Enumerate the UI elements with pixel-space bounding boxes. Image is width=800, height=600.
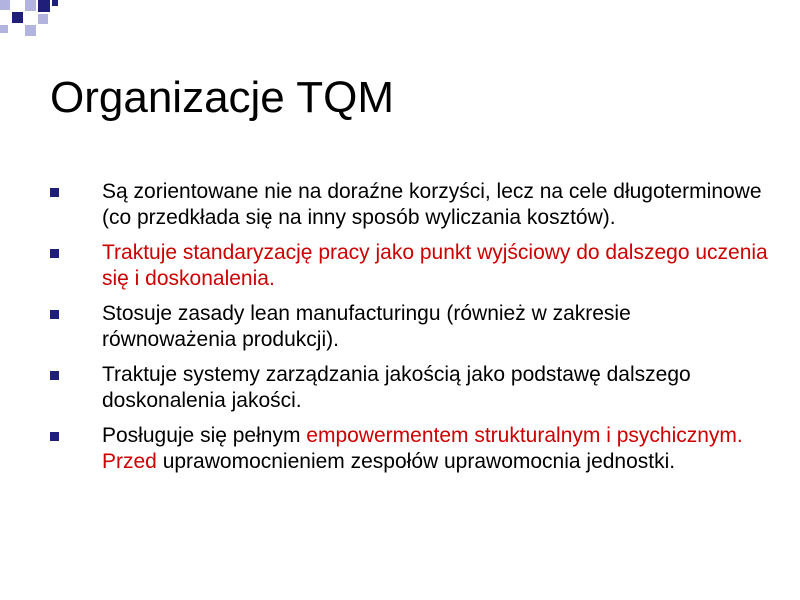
square-bullet-icon [50, 432, 59, 441]
decorative-square [38, 0, 50, 12]
square-bullet-icon [50, 249, 59, 258]
slide-title: Organizacje TQM [50, 73, 394, 122]
square-bullet-icon [50, 188, 59, 197]
decorative-square [52, 0, 58, 6]
decorative-square [25, 0, 36, 11]
bullet-text: Są zorientowane nie na doraźne korzyści, lecz na cele długoterminowe (co przedkłada się na inny sposób wyliczania kosztów). [102, 180, 762, 229]
bullet-item [48, 179, 768, 231]
bullet-text: Traktuje systemy zarządzania jakością jako podstawę dalszego doskonalenia jakości. [102, 363, 691, 412]
square-bullet-icon [50, 310, 59, 319]
bullet-item [48, 362, 768, 414]
bullet-text-plain: uprawomocnieniem zespołów uprawomocnia jednostki. [156, 450, 676, 473]
decorative-square [12, 12, 23, 23]
square-bullet-icon [50, 371, 59, 380]
bullet-text: Traktuje standaryzację pracy jako punkt wyjściowy do dalszego uczenia się i doskonalenia. [102, 241, 768, 290]
bullet-text-emphasis: empowermentem strukturalnym i psychicznym. Przed [102, 424, 743, 473]
bullet-list [48, 179, 768, 484]
decorative-square [0, 25, 8, 33]
bullet-text: Stosuje zasady lean manufacturingu (również w zakresie równoważenia produkcji). [102, 302, 631, 351]
bullet-item [48, 240, 768, 292]
decorative-square [25, 25, 36, 36]
bullet-item [48, 423, 768, 475]
decorative-square [38, 14, 48, 24]
decorative-square [0, 0, 10, 10]
bullet-text-plain: Posługuje się pełnym [102, 424, 307, 447]
bullet-item [48, 301, 768, 353]
